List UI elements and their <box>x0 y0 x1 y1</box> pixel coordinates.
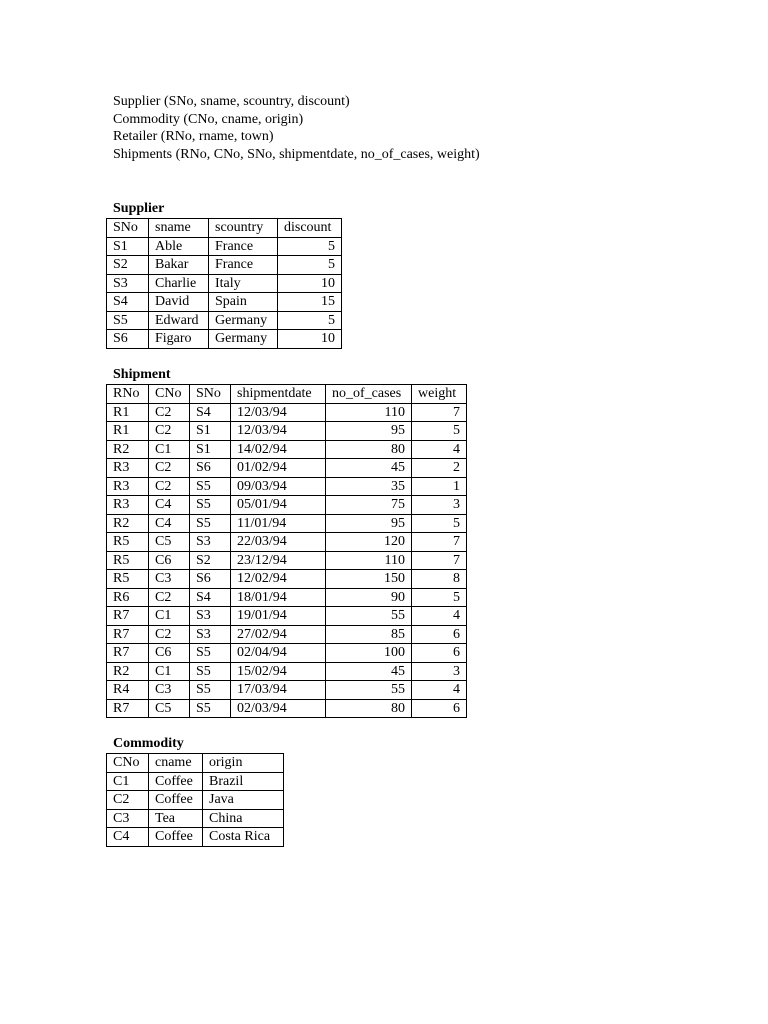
shipment-column-header: weight <box>412 385 467 404</box>
shipment-cell: S1 <box>190 440 231 459</box>
schema-line-supplier: Supplier (SNo, sname, scountry, discount) <box>113 94 350 109</box>
shipment-column-header: CNo <box>149 385 190 404</box>
shipment-cell: S6 <box>190 570 231 589</box>
supplier-cell: S5 <box>107 311 149 330</box>
shipment-cell: 6 <box>412 625 467 644</box>
shipment-cell: 80 <box>326 440 412 459</box>
shipment-cell: S4 <box>190 588 231 607</box>
table-row <box>107 256 342 275</box>
supplier-cell: France <box>209 256 278 275</box>
table-row <box>107 403 467 422</box>
shipment-cell: S5 <box>190 477 231 496</box>
commodity-cell: Coffee <box>149 772 203 791</box>
shipment-cell: 80 <box>326 699 412 718</box>
shipment-cell: 3 <box>412 496 467 515</box>
shipment-cell: S5 <box>190 662 231 681</box>
shipment-cell: 4 <box>412 681 467 700</box>
shipment-cell: 4 <box>412 607 467 626</box>
shipment-cell: S4 <box>190 403 231 422</box>
shipment-cell: 75 <box>326 496 412 515</box>
shipment-cell: S3 <box>190 625 231 644</box>
table-row <box>107 662 467 681</box>
commodity-cell: Java <box>203 791 284 810</box>
shipment-cell: 01/02/94 <box>231 459 326 478</box>
shipment-cell: 150 <box>326 570 412 589</box>
shipment-column-header: RNo <box>107 385 149 404</box>
table-row <box>107 570 467 589</box>
shipment-cell: 19/01/94 <box>231 607 326 626</box>
table-row <box>107 625 467 644</box>
table-row <box>107 237 342 256</box>
shipment-cell: C2 <box>149 588 190 607</box>
table-row <box>107 496 467 515</box>
supplier-cell: Germany <box>209 330 278 349</box>
shipment-cell: R2 <box>107 514 149 533</box>
shipment-cell: 85 <box>326 625 412 644</box>
shipment-cell: S5 <box>190 496 231 515</box>
shipment-cell: C5 <box>149 699 190 718</box>
commodity-cell: C1 <box>107 772 149 791</box>
shipment-cell: 55 <box>326 607 412 626</box>
table-row <box>107 459 467 478</box>
table-row <box>107 311 342 330</box>
shipment-cell: 18/01/94 <box>231 588 326 607</box>
shipment-header-row <box>107 385 467 404</box>
shipment-cell: R1 <box>107 422 149 441</box>
shipment-cell: R2 <box>107 440 149 459</box>
shipment-cell: S2 <box>190 551 231 570</box>
shipment-cell: 12/03/94 <box>231 403 326 422</box>
shipment-cell: C2 <box>149 625 190 644</box>
shipment-cell: C4 <box>149 496 190 515</box>
shipment-cell: S5 <box>190 644 231 663</box>
shipment-cell: 3 <box>412 662 467 681</box>
shipment-cell: 120 <box>326 533 412 552</box>
shipment-cell: S3 <box>190 607 231 626</box>
shipment-cell: 4 <box>412 440 467 459</box>
table-row <box>107 681 467 700</box>
table-row <box>107 828 284 847</box>
shipment-cell: R7 <box>107 625 149 644</box>
commodity-cell: C4 <box>107 828 149 847</box>
table-row <box>107 588 467 607</box>
shipment-cell: R3 <box>107 496 149 515</box>
table-row <box>107 293 342 312</box>
shipment-cell: C2 <box>149 403 190 422</box>
shipment-cell: C1 <box>149 607 190 626</box>
shipment-cell: R5 <box>107 570 149 589</box>
table-row <box>107 477 467 496</box>
shipment-cell: 95 <box>326 422 412 441</box>
shipment-cell: 45 <box>326 459 412 478</box>
table-row <box>107 330 342 349</box>
shipment-cell: 35 <box>326 477 412 496</box>
shipment-cell: S3 <box>190 533 231 552</box>
shipment-cell: R7 <box>107 699 149 718</box>
shipment-cell: C2 <box>149 459 190 478</box>
shipment-cell: 14/02/94 <box>231 440 326 459</box>
shipment-cell: C1 <box>149 440 190 459</box>
shipment-cell: S5 <box>190 681 231 700</box>
supplier-cell: S6 <box>107 330 149 349</box>
supplier-cell: Germany <box>209 311 278 330</box>
commodity-cell: Coffee <box>149 828 203 847</box>
shipment-cell: 8 <box>412 570 467 589</box>
shipment-cell: 02/04/94 <box>231 644 326 663</box>
shipment-cell: R3 <box>107 459 149 478</box>
shipment-cell: C4 <box>149 514 190 533</box>
supplier-cell: Charlie <box>149 274 209 293</box>
schema-line-commodity: Commodity (CNo, cname, origin) <box>113 111 304 127</box>
supplier-cell: S1 <box>107 237 149 256</box>
shipment-cell: R1 <box>107 403 149 422</box>
shipment-cell: 5 <box>412 514 467 533</box>
shipment-cell: 7 <box>412 551 467 570</box>
commodity-cell: C2 <box>107 791 149 810</box>
shipment-cell: 23/12/94 <box>231 551 326 570</box>
supplier-header-row <box>107 219 342 238</box>
table-row <box>107 551 467 570</box>
supplier-cell: 10 <box>278 330 342 349</box>
shipment-cell: C6 <box>149 644 190 663</box>
shipment-cell: 90 <box>326 588 412 607</box>
supplier-cell: 5 <box>278 256 342 275</box>
shipment-cell: R6 <box>107 588 149 607</box>
commodity-cell: Costa Rica <box>203 828 284 847</box>
table-row <box>107 533 467 552</box>
supplier-cell: Spain <box>209 293 278 312</box>
commodity-cell: Coffee <box>149 791 203 810</box>
supplier-cell: S2 <box>107 256 149 275</box>
shipment-cell: C2 <box>149 422 190 441</box>
shipment-cell: C1 <box>149 662 190 681</box>
supplier-column-header: sname <box>149 219 209 238</box>
supplier-column-header: SNo <box>107 219 149 238</box>
shipment-cell: 45 <box>326 662 412 681</box>
shipment-cell: 02/03/94 <box>231 699 326 718</box>
shipment-cell: 55 <box>326 681 412 700</box>
schema-line-shipments: Shipments (RNo, CNo, SNo, shipmentdate, no_of_cases, weight) <box>113 147 480 163</box>
supplier-table <box>106 218 342 349</box>
shipment-cell: R7 <box>107 607 149 626</box>
shipment-cell: S1 <box>190 422 231 441</box>
commodity-table-title: Commodity <box>113 736 184 751</box>
supplier-cell: Able <box>149 237 209 256</box>
shipment-cell: S6 <box>190 459 231 478</box>
table-row <box>107 772 284 791</box>
shipment-cell: S5 <box>190 514 231 533</box>
shipment-cell: R5 <box>107 551 149 570</box>
supplier-column-header: discount <box>278 219 342 238</box>
commodity-column-header: CNo <box>107 754 149 773</box>
shipment-cell: R7 <box>107 644 149 663</box>
supplier-column-header: scountry <box>209 219 278 238</box>
shipment-cell: 6 <box>412 699 467 718</box>
supplier-cell: S3 <box>107 274 149 293</box>
supplier-cell: 5 <box>278 237 342 256</box>
shipment-cell: 5 <box>412 588 467 607</box>
shipment-table-title: Shipment <box>113 367 171 382</box>
shipment-column-header: shipmentdate <box>231 385 326 404</box>
supplier-cell: 10 <box>278 274 342 293</box>
shipment-cell: 110 <box>326 551 412 570</box>
shipment-cell: 05/01/94 <box>231 496 326 515</box>
shipment-cell: 6 <box>412 644 467 663</box>
table-row <box>107 514 467 533</box>
shipment-cell: 110 <box>326 403 412 422</box>
shipment-cell: 100 <box>326 644 412 663</box>
shipment-cell: 1 <box>412 477 467 496</box>
supplier-cell: Italy <box>209 274 278 293</box>
shipment-table <box>106 384 467 718</box>
commodity-cell: C3 <box>107 809 149 828</box>
shipment-cell: S5 <box>190 699 231 718</box>
schema-line-retailer: Retailer (RNo, rname, town) <box>113 129 274 145</box>
shipment-cell: C3 <box>149 570 190 589</box>
table-row <box>107 644 467 663</box>
shipment-cell: 22/03/94 <box>231 533 326 552</box>
supplier-cell: 5 <box>278 311 342 330</box>
shipment-cell: 7 <box>412 403 467 422</box>
supplier-cell: S4 <box>107 293 149 312</box>
shipment-cell: 09/03/94 <box>231 477 326 496</box>
supplier-cell: David <box>149 293 209 312</box>
commodity-cell: Tea <box>149 809 203 828</box>
commodity-header-row <box>107 754 284 773</box>
shipment-cell: 17/03/94 <box>231 681 326 700</box>
shipment-cell: 7 <box>412 533 467 552</box>
shipment-column-header: SNo <box>190 385 231 404</box>
shipment-cell: R5 <box>107 533 149 552</box>
table-row <box>107 699 467 718</box>
commodity-cell: Brazil <box>203 772 284 791</box>
table-row <box>107 809 284 828</box>
shipment-cell: 95 <box>326 514 412 533</box>
shipment-cell: R3 <box>107 477 149 496</box>
shipment-cell: R2 <box>107 662 149 681</box>
shipment-cell: 15/02/94 <box>231 662 326 681</box>
supplier-cell: Figaro <box>149 330 209 349</box>
supplier-cell: France <box>209 237 278 256</box>
commodity-column-header: cname <box>149 754 203 773</box>
shipment-cell: 2 <box>412 459 467 478</box>
shipment-cell: 27/02/94 <box>231 625 326 644</box>
commodity-cell: China <box>203 809 284 828</box>
shipment-cell: C2 <box>149 477 190 496</box>
shipment-cell: C6 <box>149 551 190 570</box>
supplier-cell: Edward <box>149 311 209 330</box>
shipment-cell: 12/03/94 <box>231 422 326 441</box>
shipment-cell: 12/02/94 <box>231 570 326 589</box>
supplier-table-title: Supplier <box>113 201 165 216</box>
table-row <box>107 422 467 441</box>
supplier-cell: 15 <box>278 293 342 312</box>
commodity-table <box>106 753 284 847</box>
table-row <box>107 791 284 810</box>
supplier-cell: Bakar <box>149 256 209 275</box>
shipment-column-header: no_of_cases <box>326 385 412 404</box>
table-row <box>107 440 467 459</box>
commodity-column-header: origin <box>203 754 284 773</box>
table-row <box>107 274 342 293</box>
shipment-cell: R4 <box>107 681 149 700</box>
shipment-cell: 5 <box>412 422 467 441</box>
table-row <box>107 607 467 626</box>
shipment-cell: C3 <box>149 681 190 700</box>
shipment-cell: C5 <box>149 533 190 552</box>
schema-definitions <box>113 93 480 164</box>
shipment-cell: 11/01/94 <box>231 514 326 533</box>
